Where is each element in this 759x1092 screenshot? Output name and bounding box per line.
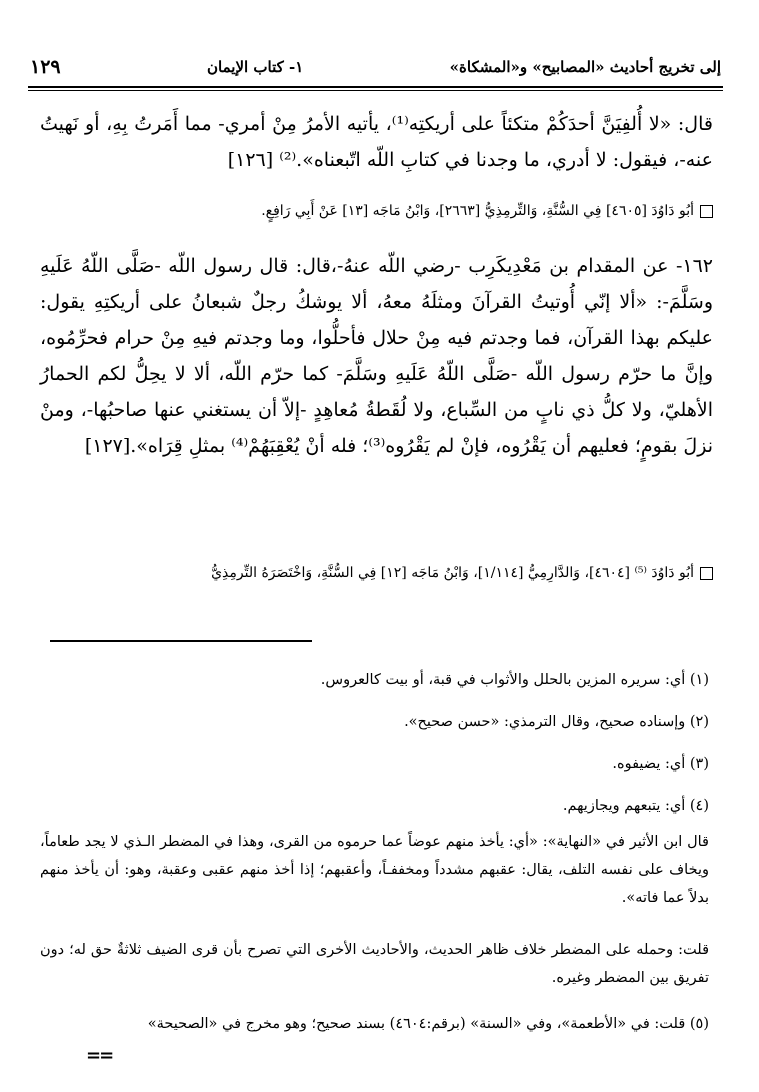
- footnote-5: (٥) قلت: في «الأطعمة»، وفي «السنة» (برقم:٤٦٠٤) بسند صحيح؛ وهو مخرج في «الصحيحة»: [147, 1016, 709, 1032]
- header-rule-thin: [28, 90, 723, 91]
- running-header: [30, 50, 721, 84]
- checkbox-square-icon: [700, 567, 713, 580]
- page-number: ١٢٩: [30, 56, 61, 78]
- hadith-162-source: [40, 560, 713, 586]
- header-rule: [28, 86, 723, 88]
- footnote-1: (١) أي: سريره المزين بالحلل والأثواب في قبة، أو بيت كالعروس.: [320, 672, 709, 688]
- footnote-4-note: قلت: وحمله على المضطر خلاف ظاهر الحديث، والأحاديث الأخرى التي تصرح بأن قرى الضيف ثلاثةٌ حق له؛ دون تفريق بين المضطر وغيره.: [40, 942, 709, 986]
- hadith-162-text: ١٦٢- عن المقدام بن مَعْدِيكَرِب -رضي اللّه عنهُ-،قال: قال رسول اللّه -صَلَّى اللّهُ عَلَيهِ وسَلَّمَ-: «ألا إنّي أُوتيتُ القرآنَ ومثلَهُ معهُ، ألا يوشكُ رجلٌ شبعانُ على أريكتِهِ يقول: عليكم بهذا القرآن، فما وجدتم فيه مِنْ حلال فأحلُّوا، وما وجدتم فيهِ مِنْ حرام فحرِّمُوه، وإنَّ ما حرّم رسول اللّه -صَلَّى اللّهُ عَلَيهِ وسَلَّمَ- كما حرّم اللّه، ألا لا يحِلُّ لكم الحمارُ الأهليّ، ولا كلُّ ذي نابٍ من السِّباع، ولا لُقَطةُ مُعاهِدٍ -إلاّ أن يستغني عنها صاحبُها-، ومنْ نزلَ بقومٍ؛ فعليهم أن يَقْرُوه، فإنْ لم يَقْرُوه⁽³⁾؛ فله أنْ يُعْقِبَهُمْ⁽⁴⁾ بمثلِ قِرَاه».[١٢٧]: [40, 255, 713, 457]
- hadith-162-source-text: أبُو دَاوُدَ ⁽⁵⁾ [٤٦٠٤]، وَالدَّارِمِيُّ [١/١١٤]، وَابْنُ مَاجَه [١٢] فِي السُّنَّةِ، وَاخْتَصَرَهُ التِّرمِذِيُّ: [211, 565, 694, 581]
- footnote-4: (٤) أي: يتبعهم ويجازيهم.: [562, 798, 709, 814]
- hadith-161-text: قال: «لا أُلفِيَنَّ أحدَكُمْ متكئاً على أريكتِه⁽¹⁾، يأتيه الأمرُ مِنْ أمري- مما أَمَرتُ بِهِ، أو نَهيتُ عنه-، فيقول: لا أدري، ما وجدنا في كتابِ اللّه اتّبعناه».⁽²⁾ [١٢٦]: [40, 113, 713, 171]
- footnote-separator: [50, 640, 312, 642]
- footnote-2: (٢) وإسناده صحيح، وقال الترمذي: «حسن صحيح».: [404, 714, 709, 730]
- checkbox-square-icon: [700, 205, 713, 218]
- book-title: إلى تخريج أحاديث «المصابيح» و«المشكاة»: [449, 58, 721, 76]
- footnote-4-commentary: قال ابن الأثير في «النهاية»: «أي: يأخذ منهم عوضاً عما حرموه من القرى، وهذا في المضطر الـذي لا يجد طعاماً، ويخاف على نفسه التلف، يقال: عقبهم مشدداً ومخففـاً، وأعقبهم؛ إذا أخذ منهم عقبى وعقبة، وهو: أن يأخذ منهم بدلاً عما فاته».: [40, 834, 709, 906]
- footnote-3: (٣) أي: يضيفوه.: [612, 756, 709, 772]
- continuation-mark: ==: [86, 1045, 113, 1066]
- hadith-161-source: [40, 198, 713, 224]
- hadith-161-source-text: أبُو دَاوُدَ [٤٦٠٥] فِي السُّنَّةِ، وَالتِّرمِذِيُّ [٢٦٦٣]، وَابْنُ مَاجَه [١٣] عَنْ أَبِي رَافِعٍ.: [261, 203, 694, 219]
- chapter-title: ١- كتاب الإيمان: [207, 58, 304, 76]
